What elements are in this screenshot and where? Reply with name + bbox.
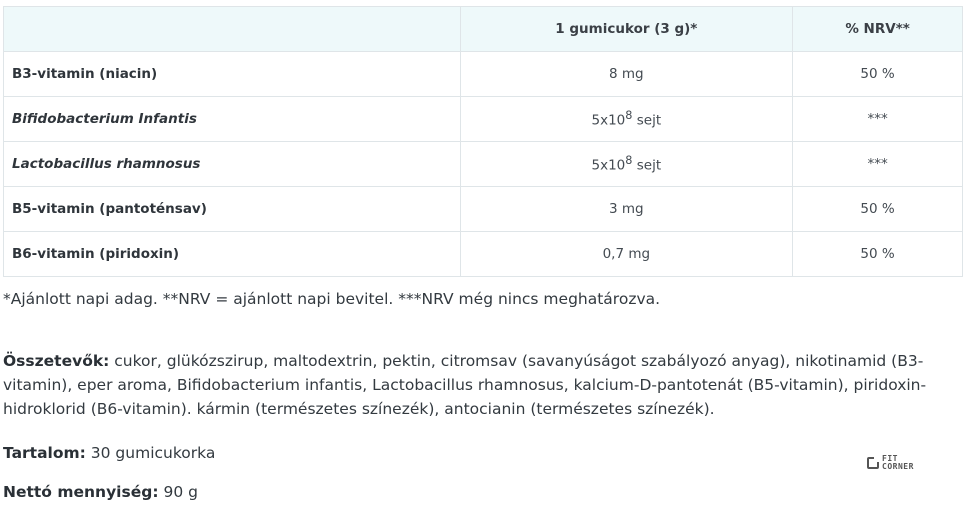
nutrient-amount: 8 mg (460, 52, 793, 97)
table-footnote: *Ajánlott napi adag. **NRV = ajánlott napi bevitel. ***NRV még nincs meghatározva. (3, 290, 661, 308)
nutrient-name: B6-vitamin (piridoxin) (4, 232, 461, 277)
nutrient-amount: $5x10^8$ sejt (460, 97, 793, 142)
logo-text: FIT CORNER (882, 454, 914, 471)
table-row (4, 142, 963, 187)
table-row (4, 187, 963, 232)
nutrient-nrv: *** (793, 142, 963, 187)
nutrient-name: Lactobacillus rhamnosus (4, 142, 461, 187)
nutrient-amount: 3 mg (460, 187, 793, 232)
nutrient-amount: 0,7 mg (460, 232, 793, 277)
content-text: 30 gumicukorka (85, 444, 216, 462)
nutrition-table (3, 6, 963, 277)
net-weight-line (3, 483, 198, 501)
nutrient-amount: $5x10^8$ sejt (460, 142, 793, 187)
ingredients-label: Összetevők: (3, 352, 110, 370)
nutrient-nrv: 50 % (793, 52, 963, 97)
content-label: Tartalom: (3, 444, 86, 462)
nutrient-name: B3-vitamin (niacin) (4, 52, 461, 97)
table-row (4, 52, 963, 97)
logo-mark-icon (867, 457, 879, 469)
nutrient-name: Bifidobacterium Infantis (4, 97, 461, 142)
ingredients-paragraph (3, 349, 961, 421)
fitcorner-logo (867, 452, 939, 474)
table-header-row (4, 7, 963, 52)
header-nrv: % NRV** (793, 7, 963, 52)
nutrient-nrv: 50 % (793, 232, 963, 277)
net-weight-text: 90 g (158, 483, 198, 501)
ingredients-text: cukor, glükózszirup, maltodextrin, pektin, citromsav (savanyúságot szabályozó anyag), nikotinamid (B3-vitamin), eper aroma, Bifidobacterium infantis, Lactobacillus rhamnosus, kalcium-D-pantotenát (B5-vitamin), piridoxin-hidroklorid (B6-vitamin). kármin (természetes színezék), antocianin (természetes színezék). (3, 352, 927, 418)
nutrient-nrv: 50 % (793, 187, 963, 232)
table-row (4, 232, 963, 277)
nutrient-nrv: *** (793, 97, 963, 142)
table-row (4, 97, 963, 142)
header-empty-cell (4, 7, 461, 52)
nutrient-name: B5-vitamin (pantoténsav) (4, 187, 461, 232)
content-line (3, 444, 215, 462)
header-serving: 1 gumicukor (3 g)* (460, 7, 793, 52)
net-weight-label: Nettó mennyiség: (3, 483, 159, 501)
